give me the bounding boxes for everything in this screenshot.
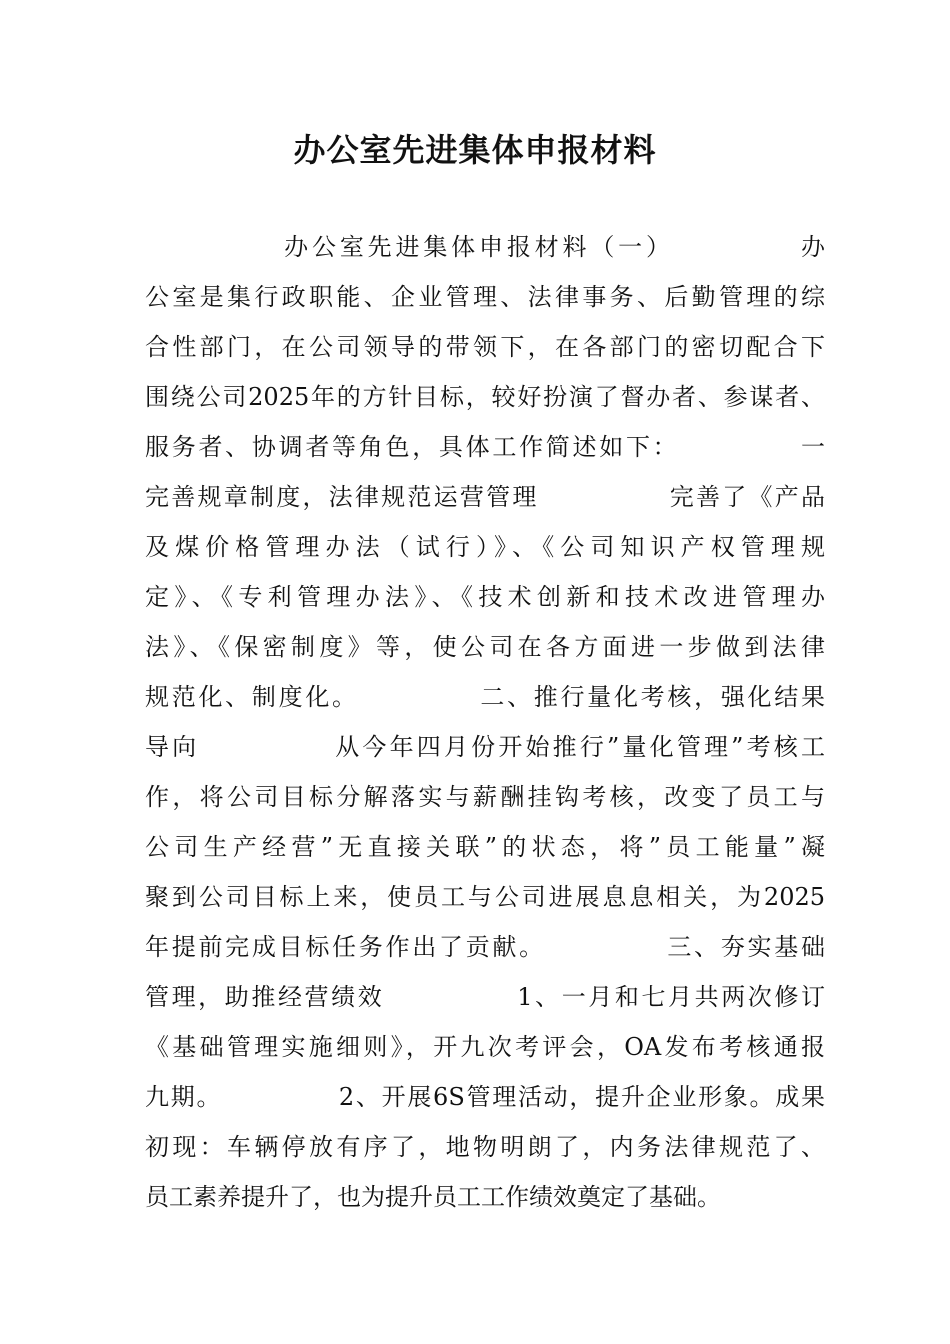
body-line-16: 管理，助推经营绩效 1、一月和七月共两次修订 — [145, 983, 825, 1011]
document-title: 办公室先进集体申报材料 — [293, 131, 657, 169]
body-line-8: 定》、《专利管理办法》、《技术创新和技术改进管理办 — [145, 583, 825, 611]
body-line-1: 办公室先进集体申报材料（一） 办 — [145, 233, 825, 261]
body-line-7: 及煤价格管理办法（试行）》、《公司知识产权管理规 — [145, 533, 825, 561]
body-line-10: 规范化、制度化。 二、推行量化考核，强化结果 — [145, 683, 825, 711]
body-line-15: 年提前完成目标任务作出了贡献。 三、夯实基础 — [145, 933, 825, 961]
body-line-5: 服务者、协调者等角色，具体工作简述如下： 一 — [145, 433, 825, 461]
body-line-12: 作，将公司目标分解落实与薪酬挂钩考核，改变了员工与 — [145, 783, 825, 811]
body-line-2: 公室是集行政职能、企业管理、法律事务、后勤管理的综 — [145, 283, 825, 311]
body-line-4: 围绕公司2025年的方针目标，较好扮演了督办者、参谋者、 — [145, 383, 825, 411]
body-line-14: 聚到公司目标上来，使员工与公司进展息息相关，为2025 — [145, 883, 825, 911]
body-line-20: 员工素养提升了，也为提升员工工作绩效奠定了基础。 — [145, 1183, 721, 1211]
body-line-9: 法》、《保密制度》等，使公司在各方面进一步做到法律 — [145, 633, 825, 661]
body-line-3: 合性部门，在公司领导的带领下，在各部门的密切配合下 — [145, 333, 825, 361]
body-line-11: 导向 从今年四月份开始推行”量化管理”考核工 — [145, 733, 825, 761]
document-body — [145, 222, 825, 1222]
body-line-6: 完善规章制度，法律规范运营管理 完善了《产品 — [145, 483, 825, 511]
body-line-13: 公司生产经营”无直接关联”的状态，将”员工能量”凝 — [145, 833, 825, 861]
body-line-18: 九期。 2、开展6S管理活动，提升企业形象。成果 — [145, 1083, 825, 1111]
body-line-19: 初现：车辆停放有序了，地物明朗了，内务法律规范了、 — [145, 1133, 825, 1161]
body-line-17: 《基础管理实施细则》，开九次考评会，OA发布考核通报 — [145, 1033, 825, 1061]
